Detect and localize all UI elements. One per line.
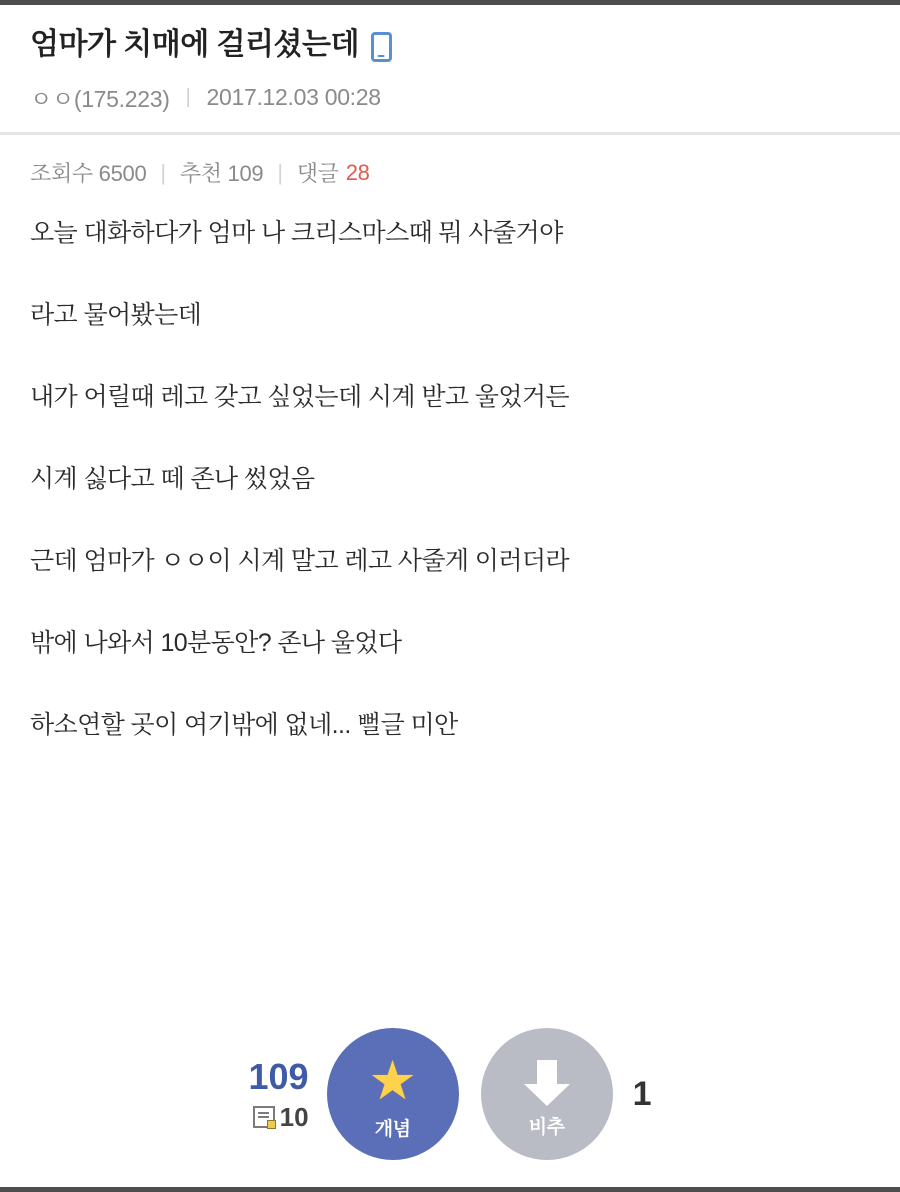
vote-area [0, 1028, 900, 1160]
post-paragraph: 근데 엄마가 ㅇㅇ이 시계 말고 레고 사줄게 이러더라 [30, 547, 569, 575]
upvote-button[interactable] [327, 1028, 459, 1160]
post-paragraph: 시계 싫다고 떼 존나 썼었음 [30, 465, 315, 493]
bottom-divider [0, 1187, 900, 1192]
mobile-phone-icon [371, 32, 392, 62]
post-title-row [30, 27, 870, 63]
downvote-button[interactable] [481, 1028, 613, 1160]
post-paragraph: 오늘 대화하다가 엄마 나 크리스마스때 뭐 사줄거야 [30, 219, 563, 247]
post-header [0, 5, 900, 132]
view-count: 조회수 6500 [30, 161, 147, 186]
post-date: 2017.12.03 00:28 [206, 84, 381, 110]
meta-separator: | [185, 86, 191, 108]
post-paragraph: 내가 어릴때 레고 갖고 싶었는데 시계 받고 울었거든 [30, 383, 569, 411]
post-paragraph: 하소연할 곳이 여기밖에 없네... 뻘글 미안 [30, 711, 458, 739]
recommend-count: 추천 109 [179, 161, 264, 186]
memo-count-row [253, 1101, 309, 1132]
post-content [0, 194, 900, 740]
memo-count: 10 [279, 1101, 309, 1132]
post-stats [0, 135, 900, 194]
page-title: 엄마가 치매에 걸리셨는데 [30, 28, 359, 61]
post-paragraph: 밖에 나와서 10분동안? 존나 울었다 [30, 629, 402, 657]
post-author[interactable]: ㅇㅇ(175.223) [30, 86, 170, 112]
comment-label[interactable]: 댓글 [296, 161, 339, 186]
stats-separator-2: | [277, 159, 283, 185]
post-paragraph: 라고 물어봤는데 [30, 301, 202, 329]
upvote-counts [248, 1055, 309, 1132]
arrow-down-icon [524, 1060, 570, 1106]
stats-separator-1: | [160, 159, 166, 185]
memo-icon [253, 1106, 275, 1128]
downvote-label: 비추 [528, 1116, 565, 1138]
comment-count[interactable]: 28 [345, 159, 370, 185]
upvote-count: 109 [248, 1055, 309, 1097]
downvote-count: 1 [632, 1074, 652, 1113]
post-meta [30, 81, 870, 114]
star-icon: ★ [368, 1050, 417, 1111]
upvote-label: 개념 [374, 1118, 411, 1140]
